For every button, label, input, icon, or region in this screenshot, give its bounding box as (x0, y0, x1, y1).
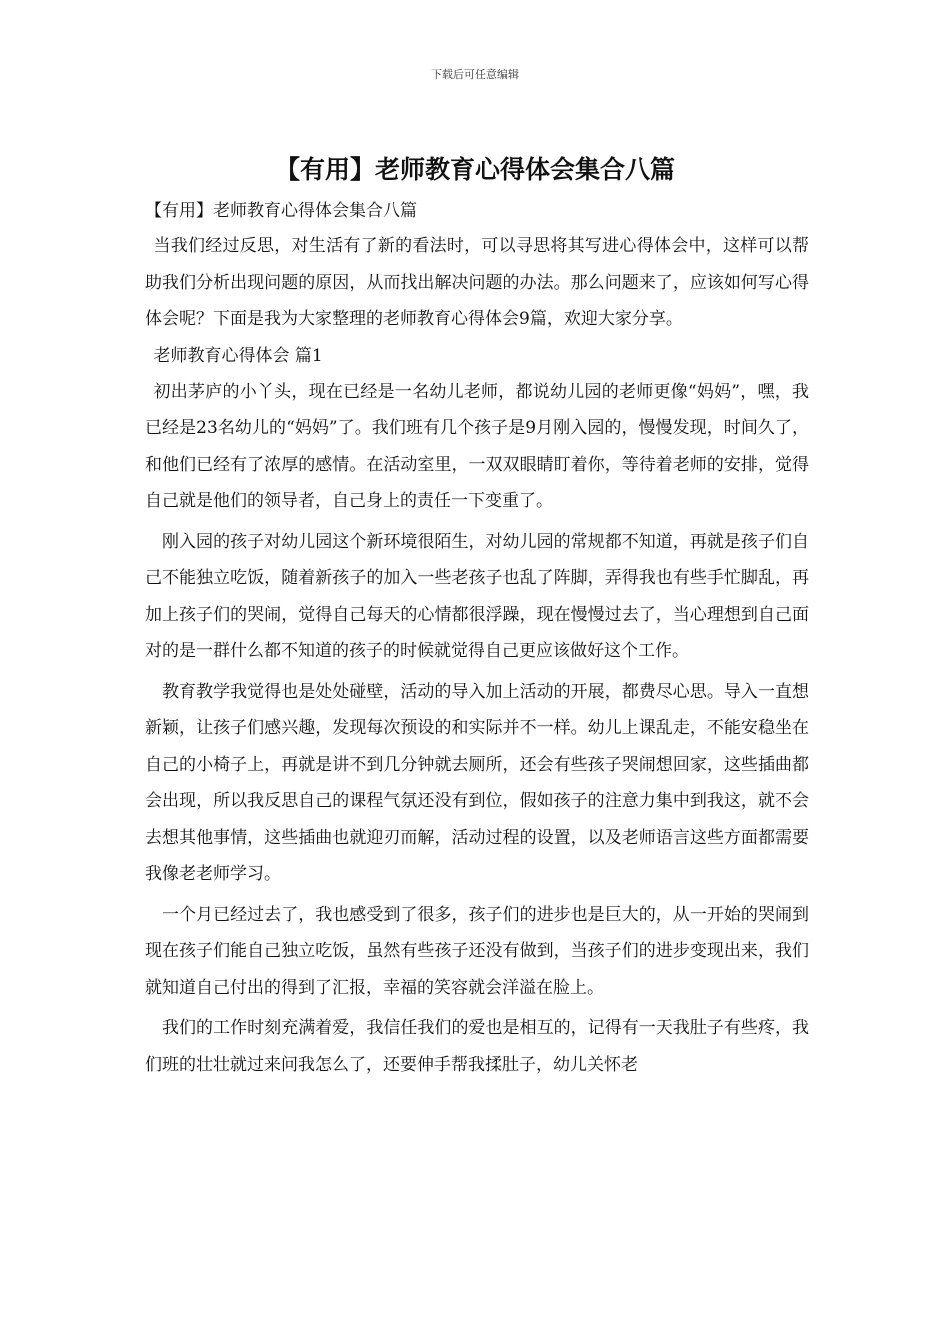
body-paragraph-3: 教育教学我觉得也是处处碰壁，活动的导入加上活动的开展，都费尽心思。导入一直想新颖，让孩子们感兴趣，发现每次预设的和实际并不一样。幼儿上课乱走，不能安稳坐在自己的小椅子上，再就是讲不到几分钟就去厕所，还会有些孩子哭闹想回家，这些插曲都会出现，所以我反思自己的课程气氛还没有到位，假如孩子的注意力集中到我这，就不会去想其他事情，这些插曲也就迎刃而解，活动过程的设置，以及老师语言这些方面都需要我像老老师学习。 (145, 681, 809, 884)
intro-paragraph: 当我们经过反思，对生活有了新的看法时，可以寻思将其写进心得体会中，这样可以帮助我们分析出现问题的原因，从而找出解决问题的办法。那么问题来了，应该如何写心得体会呢？下面是我为大家整理的老师教育心得体会9篇，欢迎大家分享。 (145, 236, 809, 329)
document-title: 【有用】老师教育心得体会集合八篇 (274, 155, 675, 184)
body-paragraph-1: 初出茅庐的小丫头，现在已经是一名幼儿老师，都说幼儿园的老师更像“妈妈”，嘿，我已经是23名幼儿的“妈妈”了。我们班有几个孩子是9月刚入园的，慢慢发现，时间久了，和他们已经有了浓厚的感情。在活动室里，一双双眼睛盯着你，等待着老师的安排，觉得自己就是他们的领导者，自己身上的责任一下变重了。 (145, 381, 809, 511)
section-heading: 老师教育心得体会 篇1 (153, 345, 323, 366)
document-subtitle: 【有用】老师教育心得体会集合八篇 (145, 201, 417, 221)
body-paragraph-4: 一个月已经过去了，我也感受到了很多，孩子们的进步也是巨大的，从一开始的哭闹到现在孩子们能自己独立吃饭，虽然有些孩子还没有做到，当孩子们的进步变现出来，我们就知道自己付出的得到了汇报，幸福的笑容就会洋溢在脸上。 (145, 904, 809, 998)
body-paragraph-5: 我们的工作时刻充满着爱，我信任我们的爱也是相互的，记得有一天我肚子有些疼，我们班的壮壮就过来问我怎么了，还要伸手帮我揉肚子，幼儿关怀老 (145, 1018, 809, 1075)
header-note: 下载后可任意编辑 (431, 68, 519, 81)
document-body (145, 194, 809, 1083)
body-paragraph-2: 刚入园的孩子对幼儿园这个新环境很陌生，对幼儿园的常规都不知道，再就是孩子们自己不能独立吃饭，随着新孩子的加入一些老孩子也乱了阵脚，弄得我也有些手忙脚乱，再加上孩子们的哭闹，觉得自己每天的心情都很浮躁，现在慢慢过去了，当心理想到自己面对的是一群什么都不知道的孩子的时候就觉得自己更应该做好这个工作。 (145, 531, 809, 661)
